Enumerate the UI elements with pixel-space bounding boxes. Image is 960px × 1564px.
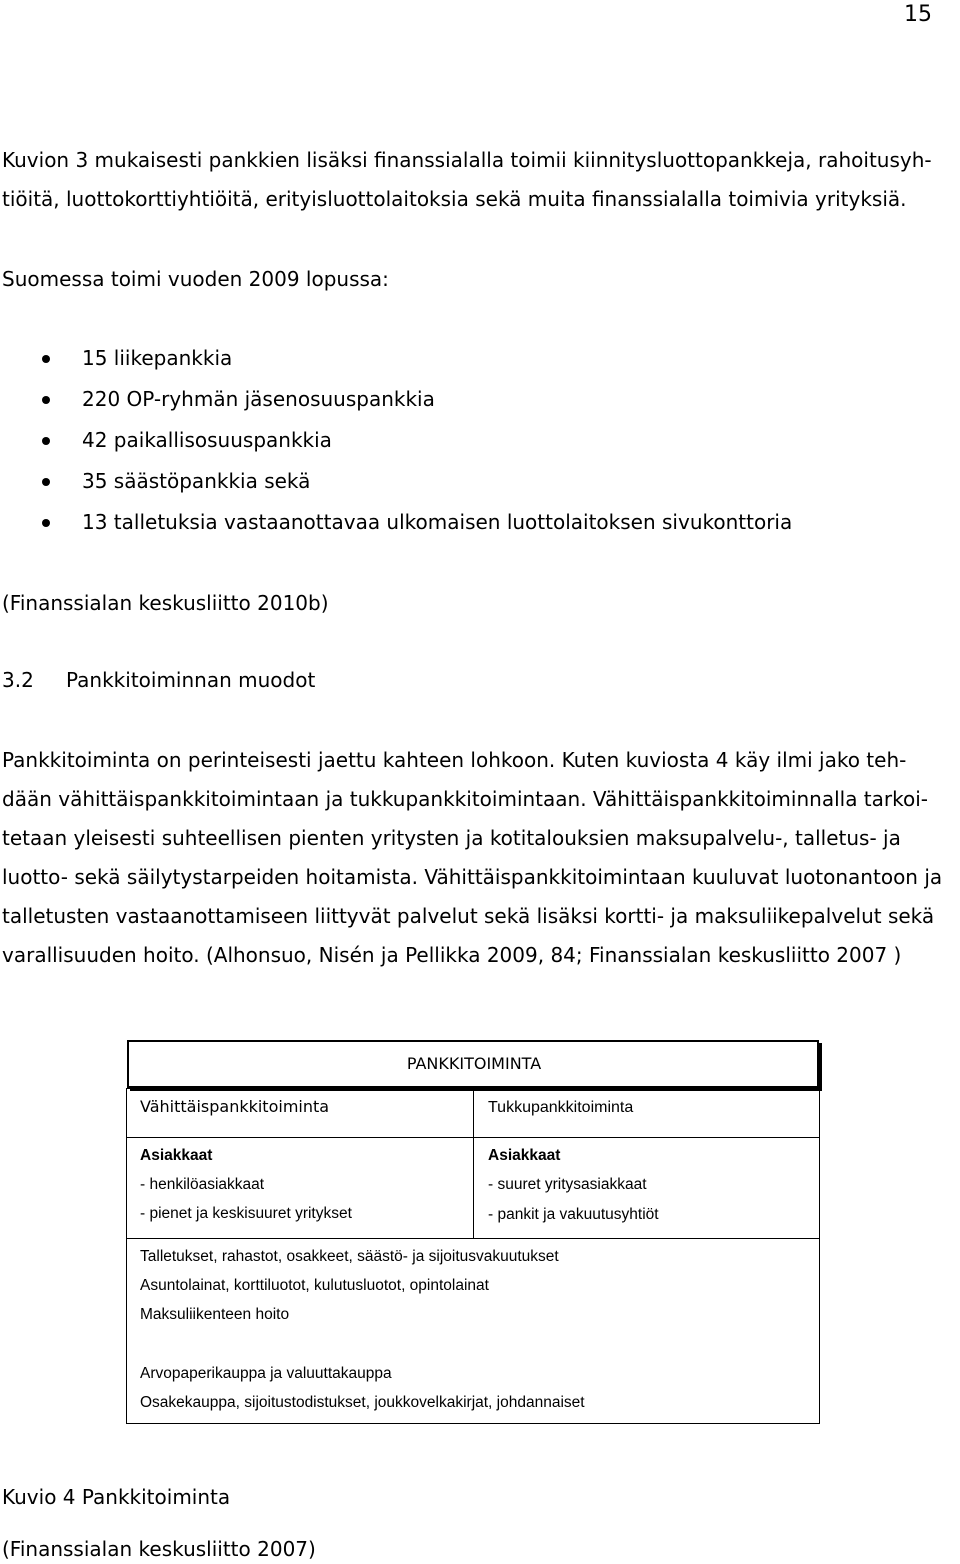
section-number: 3.2: [2, 668, 34, 692]
section-title: Pankkitoiminnan muodot: [66, 668, 316, 692]
service-item: Talletukset, rahastot, osakkeet, säästö- ja sijoitusvakuutukset: [140, 1248, 559, 1265]
body-line: Pankkitoiminta on perinteisesti jaettu kahteen lohkoon. Kuten kuviosta 4 käy ilmi jako teh-: [2, 748, 907, 772]
wholesale-customer-item: - suuret yritysasiakkaat: [488, 1176, 647, 1193]
body-line: tetaan yleisesti suhteellisen pienten yritysten ja kotitalouksien maksupalvelu-, talletus- ja: [2, 826, 901, 850]
body-line: dään vähittäispankkitoimintaan ja tukkupankkitoimintaan. Vähittäispankkitoiminnalla tarkoi-: [2, 787, 929, 811]
figure-source: (Finanssialan keskusliitto 2007): [2, 1537, 316, 1561]
service-item: Maksuliikenteen hoito: [140, 1306, 290, 1323]
intro-line-2: tiöitä, luottokorttiyhtiöitä, erityisluottolaitoksia sekä muita finanssialalla toimivia yrityksiä.: [2, 187, 907, 211]
wholesale-customer-item: - pankit ja vakuutusyhtiöt: [488, 1206, 659, 1223]
bullet-icon: [42, 437, 50, 445]
list-item: 42 paikallisosuuspankkia: [82, 428, 332, 452]
investment-item: Arvopaperikauppa ja valuuttakauppa: [140, 1365, 392, 1382]
list-intro: Suomessa toimi vuoden 2009 lopussa:: [2, 267, 389, 291]
list-item: 35 säästöpankkia sekä: [82, 469, 311, 493]
bullet-icon: [42, 396, 50, 404]
bullet-icon: [42, 478, 50, 486]
source-citation: (Finanssialan keskusliitto 2010b): [2, 591, 329, 615]
diagram-header: PANKKITOIMINTA: [406, 1054, 542, 1073]
body-line: luotto- sekä säilytystarpeiden hoitamista. Vähittäispankkitoimintaan kuuluvat luotonantoon ja: [2, 865, 943, 889]
body-line: varallisuuden hoito. (Alhonsuo, Nisén ja Pellikka 2009, 84; Finanssialan keskusliitto 2007 ): [2, 943, 902, 967]
retail-customer-item: - pienet ja keskisuuret yritykset: [140, 1205, 352, 1222]
list-item: 220 OP-ryhmän jäsenosuuspankkia: [82, 387, 435, 411]
retail-title: Vähittäispankkitoiminta: [140, 1097, 330, 1116]
list-item: 15 liikepankkia: [82, 346, 233, 370]
wholesale-title: Tukkupankkitoiminta: [488, 1099, 634, 1116]
wholesale-customers-heading: Asiakkaat: [488, 1147, 561, 1164]
page-number: 15: [904, 2, 932, 27]
investment-item: Osakekauppa, sijoitustodistukset, joukkovelkakirjat, johdannaiset: [140, 1394, 585, 1411]
list-item: 13 talletuksia vastaanottavaa ulkomaisen luottolaitoksen sivukonttoria: [82, 510, 793, 534]
figure-caption: Kuvio 4 Pankkitoiminta: [2, 1485, 231, 1509]
body-line: talletusten vastaanottamiseen liittyvät palvelut sekä lisäksi kortti- ja maksuliikepalvelut sekä: [2, 904, 935, 928]
bullet-icon: [42, 355, 50, 363]
intro-line-1: Kuvion 3 mukaisesti pankkien lisäksi finanssialalla toimii kiinnitysluottopankkeja, rahoitusyh-: [2, 148, 932, 172]
bullet-icon: [42, 519, 50, 527]
retail-customer-item: - henkilöasiakkaat: [140, 1176, 265, 1193]
retail-customers-heading: Asiakkaat: [140, 1147, 213, 1164]
service-item: Asuntolainat, korttiluotot, kulutusluotot, opintolainat: [140, 1277, 489, 1294]
